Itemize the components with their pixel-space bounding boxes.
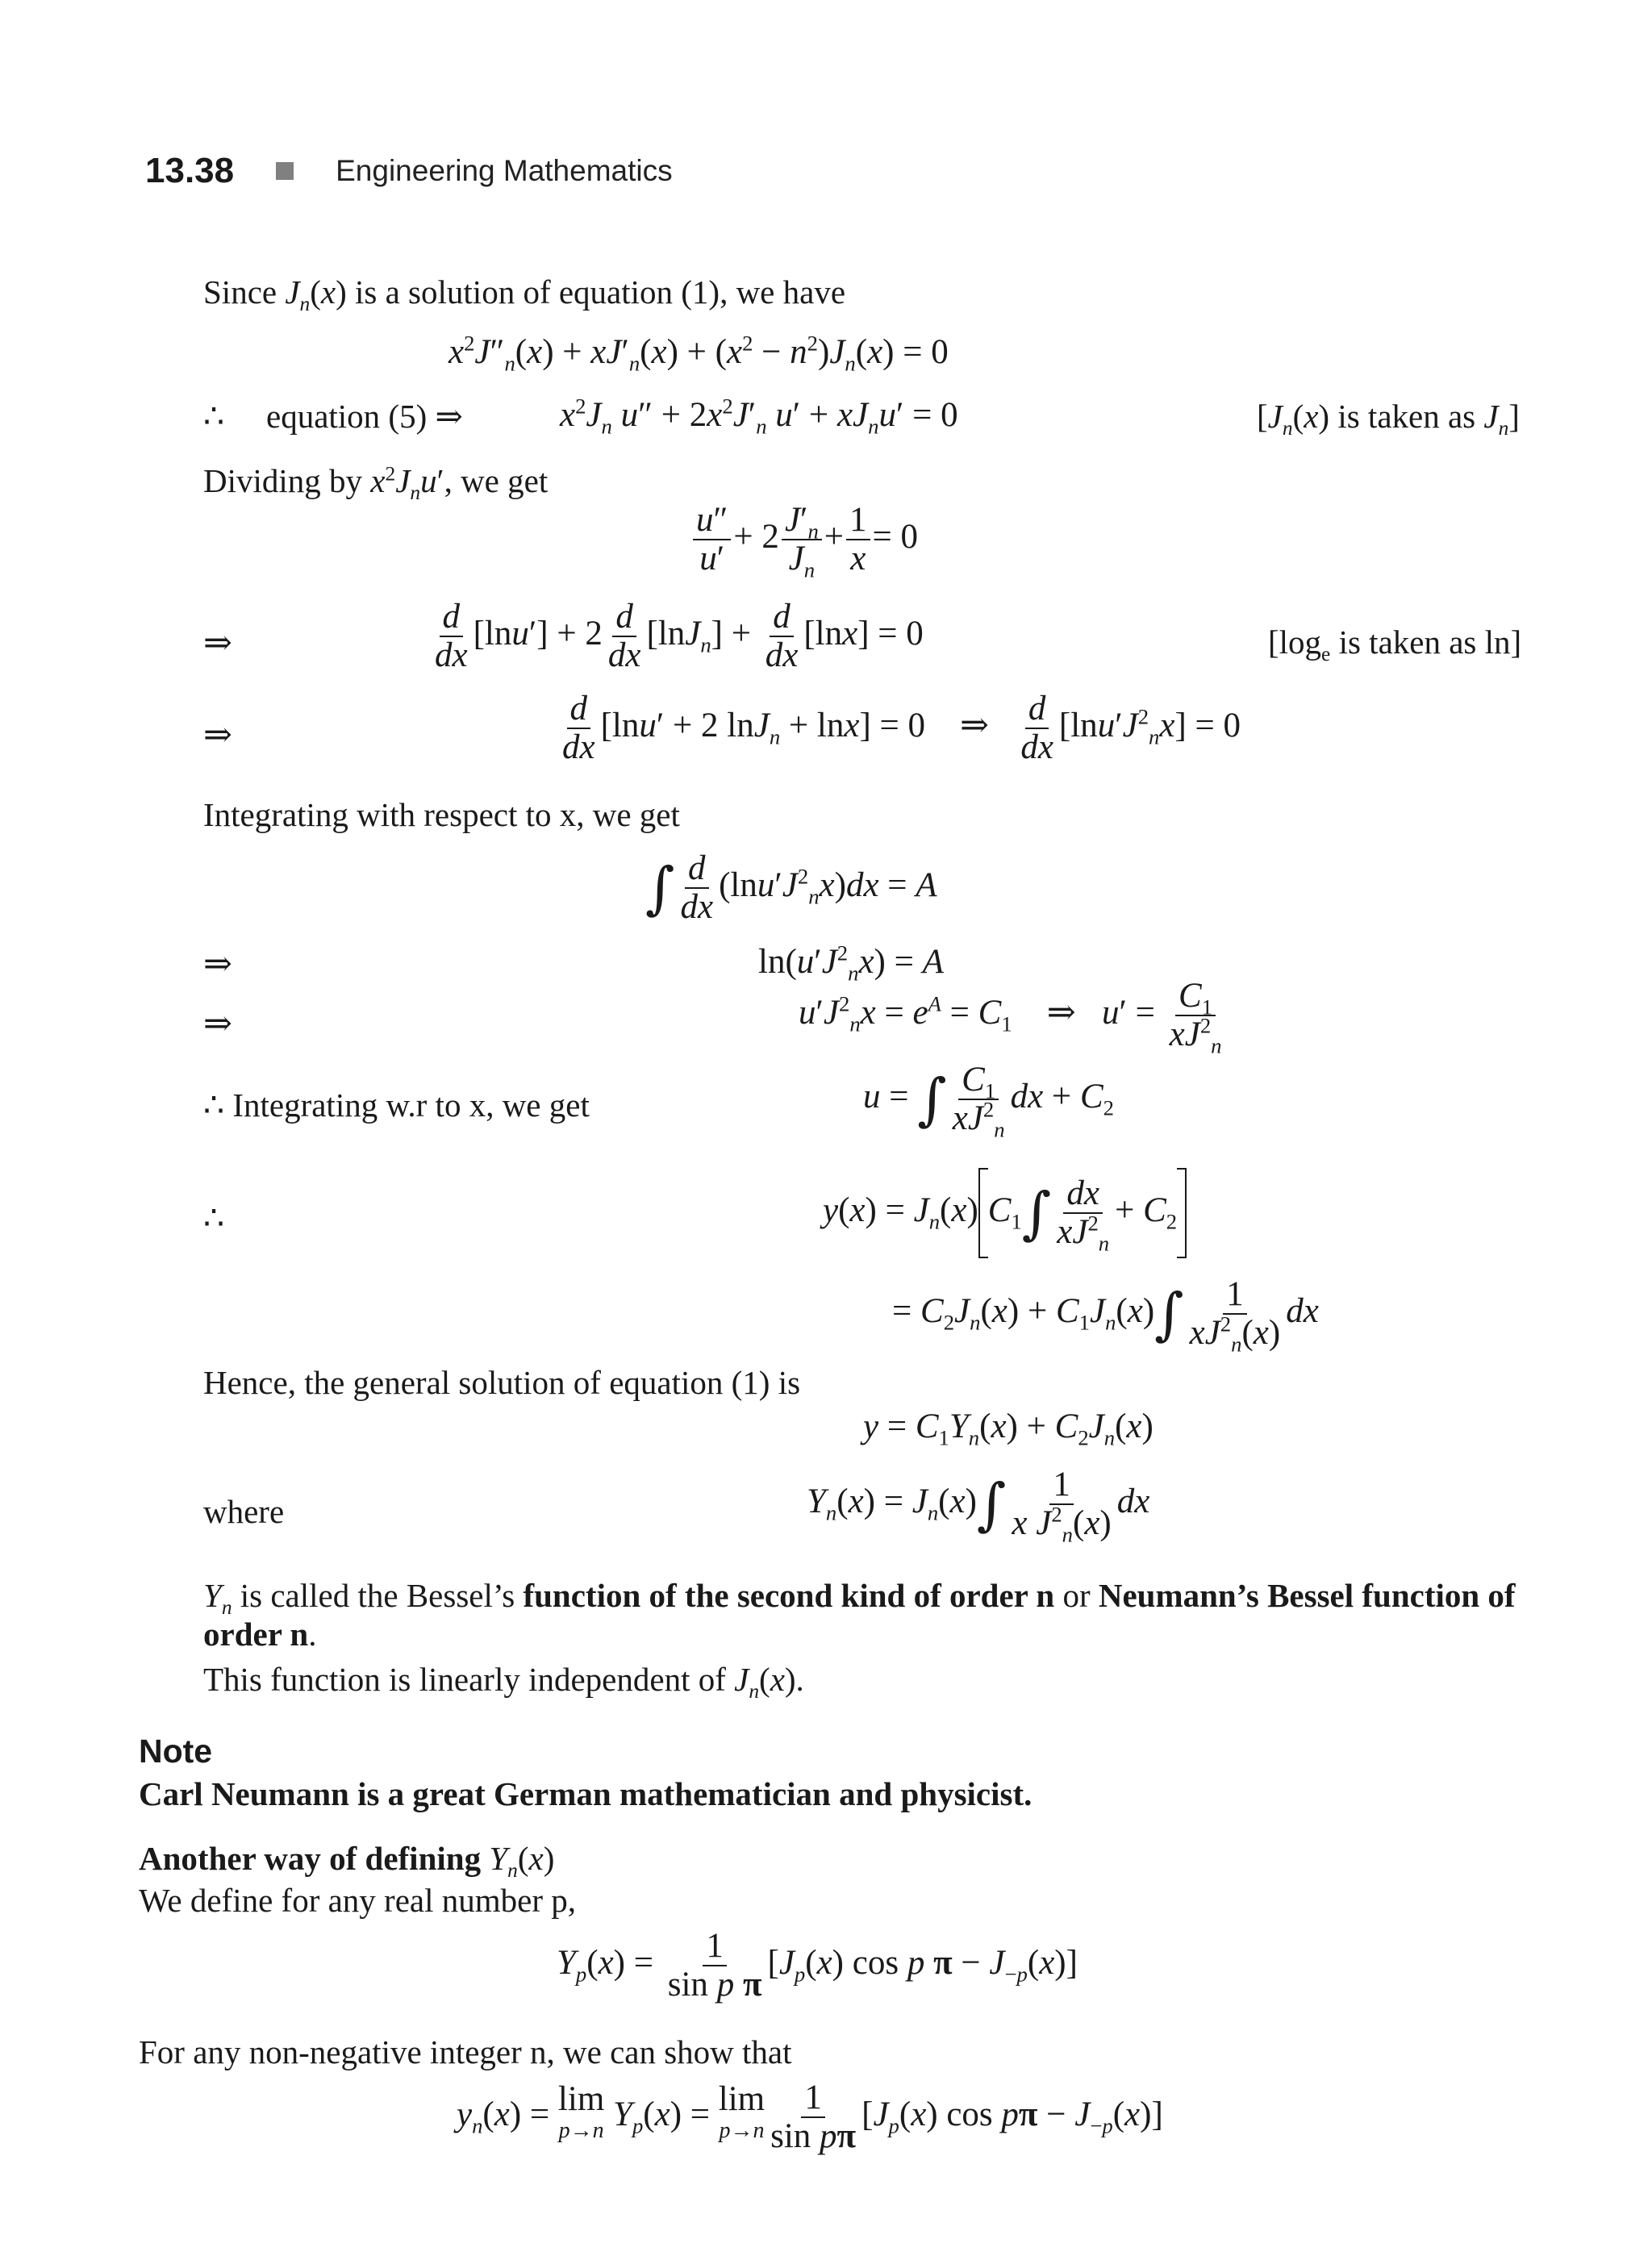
hence-line: Hence, the general solution of equation (1) is xyxy=(203,1364,801,1401)
equation-general-solution: $y = C_1Y_n(x) + C_2J_n(x)$ xyxy=(863,1407,1153,1450)
page-number: 13.38 xyxy=(145,151,235,190)
implies-symbol-2: ⇒ xyxy=(203,715,233,755)
header-square-icon xyxy=(276,162,294,180)
therefore-symbol-2: ∴ xyxy=(203,1199,225,1236)
equation-combined-log: $\frac{d}{dx}$ [lnu′ + 2 lnJ$_n$ + lnx] = 0 ⇒ $\frac{d}{dx}$ $[\ln u'J^2_nx] = 0$ xyxy=(562,690,1241,766)
note-log-taken: [$\log_e$ is taken as ln] xyxy=(1268,623,1522,666)
where-label: where xyxy=(203,1493,285,1530)
book-title: Engineering Mathematics xyxy=(336,154,673,187)
equation-integral-A: ∫ $\frac{d}{dx}$ $(\ln u'J^2_nx)dx = A$ xyxy=(645,849,937,926)
yn-description: $Y_n$ is called the Bessel’s function of the second kind of order n or Neumann’s Bessel function of order n. xyxy=(203,1577,1516,1653)
another-heading: Another way of defining $Y_n(x)$ xyxy=(139,1840,555,1883)
note-text: Carl Neumann is a great German mathematician and physicist. xyxy=(139,1775,1032,1812)
note-heading: Note xyxy=(139,1733,213,1770)
equation-log-derivative: $\frac{d}{dx}$ [lnu′] + 2 $\frac{d}{dx}$ [lnJ$_n$] + $\frac{d}{dx}$ [lnx] = 0 xyxy=(435,598,924,674)
equation-y-expanded: = $C_2J_n(x) + C_1J_n(x)\int$ $\frac{1}{xJ^2_n(x)}$ dx xyxy=(892,1275,1319,1357)
bessel-equation: $x^2J''_n(x) + xJ'_n(x) + (x^2 - n^2)J_n(x) = 0$ xyxy=(448,331,949,376)
implies-symbol-3: ⇒ xyxy=(203,944,233,984)
equation-5-label: equation (5) ⇒ xyxy=(266,398,463,435)
equation-uprime: $u'J^2_nx = e^A = C_1$ ⇒ u′ = $\frac{C_1}{xJ^2_n}$ xyxy=(799,977,1222,1058)
equation-u: u = ∫ $\frac{C_1}{xJ^2_n}$ dx + $C_2$ xyxy=(863,1061,1114,1142)
equation-yn-definition: $Y_n(x) = J_n(x)\int$ $\frac{1}{x J^2_n(x)}$ dx xyxy=(807,1466,1150,1547)
since-line: Since $J_n(x)$ is a solution of equation (1), we have xyxy=(203,273,846,316)
implies-symbol-4: ⇒ xyxy=(203,1003,233,1044)
equation-ln-A: $\ln(u'J^2_nx) = A$ xyxy=(758,940,944,986)
equation-5: $x^2J_n$ $u'' + 2x^2J'_n$ $u' + xJ_nu' = 0$ xyxy=(560,394,958,439)
equation-yp-definition: $Y_p(x)$ = $\frac{1}{\text{sin p π}}$ [$J_p(x)$ cos p $\pi - J_{-p}(x)$] xyxy=(557,1927,1078,2004)
show-line: For any non-negative integer n, we can show that xyxy=(139,2033,792,2070)
define-line: We define for any real number p, xyxy=(139,1882,576,1919)
integrating-wrt-line: ∴ Integrating w.r to x, we get xyxy=(203,1086,590,1124)
equation-yn-limit: $y_n(x)$ = lim p→n $Y_p(x)$ = lim p→n $\frac{1}{\text{sin pπ}}$ [$J_p(x)$ $\cos p\pi - J_{-p}(x)$] xyxy=(457,2079,1163,2155)
dividing-line: Dividing by $x^2J_nu'$, we get xyxy=(203,462,549,505)
linear-independence-line: This function is linearly independent of $J_n(x)$. xyxy=(203,1661,804,1703)
note-jn-taken: [$J_n(x)$ is taken as $J_n$] xyxy=(1257,398,1520,440)
therefore-symbol: ∴ xyxy=(203,398,225,435)
page-header xyxy=(145,150,673,192)
implies-symbol-1: ⇒ xyxy=(203,623,233,663)
equation-ratio: $\frac{u''}{u'}$ + 2 $\frac{J'_n}{J_n}$ + $\frac{1}{x}$ = 0 xyxy=(690,502,918,578)
integrating-line: Integrating with respect to x, we get xyxy=(203,796,680,833)
equation-y-general: $y(x) = J_n(x)$ $C_1\int$ $\frac{dx}{xJ^2_n}$ + $C_2$ xyxy=(823,1168,1187,1258)
